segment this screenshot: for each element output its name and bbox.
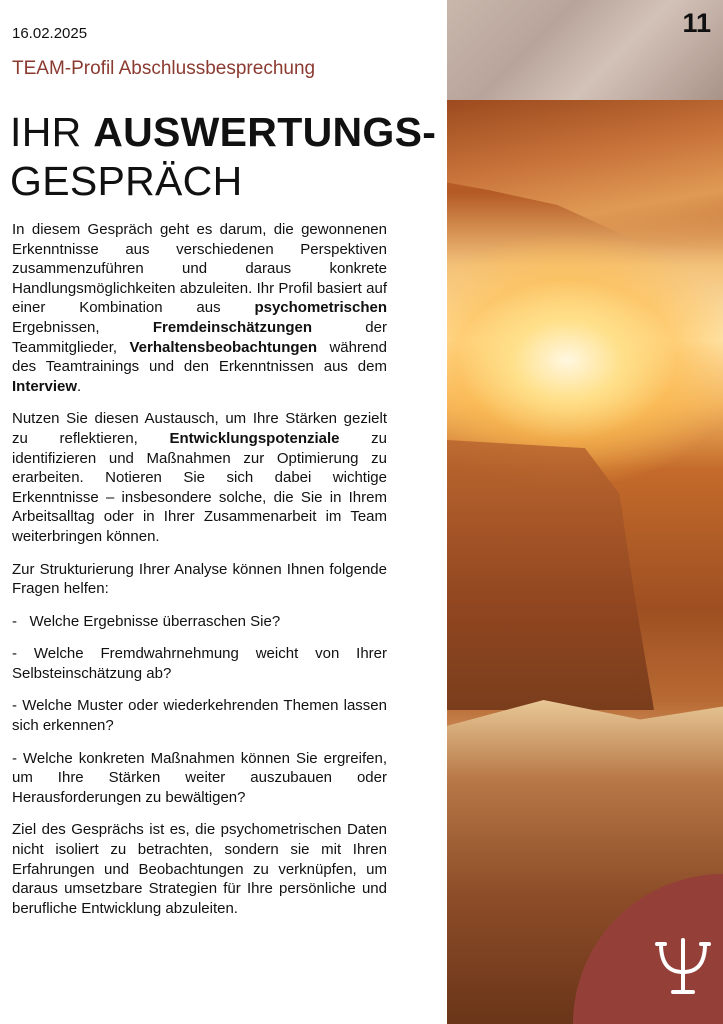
page-number: 11	[682, 8, 711, 38]
paragraph-reflection	[12, 409, 387, 546]
text-run: während des Teamtrainings und den Erkenntnissen aus dem	[12, 338, 387, 376]
text-run: Nutzen Sie diesen Austausch, um Ihre Stärken gezielt zu reflektieren,	[12, 410, 387, 447]
question-item: - Welche konkreten Maßnahmen können Sie ergreifen, um Ihre Stärken weiter auszubauen oder Herausforderungen zu bewältigen?	[12, 749, 387, 806]
text-run: Ergebnissen,	[12, 318, 153, 336]
bold-term: Interview	[12, 377, 78, 395]
page-title	[10, 108, 436, 206]
question-item: - Welche Ergebnisse überraschen Sie?	[12, 612, 281, 630]
body-text	[12, 220, 387, 931]
text-run: In diesem Gespräch geht es darum, die gewonnenen Erkenntnisse aus verschiedenen Perspektiven zusammenzuführen und daraus konkrete Handlungsmöglichkeiten abzuleiten. Ihr Profil basiert auf einer Kombination aus	[12, 221, 387, 317]
bold-term: Verhaltensbeobachtungen	[129, 338, 318, 356]
title-part-second-line: GESPRÄCH	[10, 158, 243, 204]
title-part-bold: AUSWERTUNGS-	[93, 109, 437, 155]
bold-term: psychometrischen	[254, 299, 387, 317]
question-item: - Welche Muster oder wiederkehrenden Themen lassen sich erkennen?	[12, 697, 387, 735]
bold-term: Fremdeinschätzungen	[152, 318, 313, 336]
text-run: zu identifizieren und Maßnahmen zur Optimierung zu erarbeiten. Notieren Sie sich dabei wichtige Erkenntnisse – insbesondere solche, die Sie in Ihrem Arbeitsalltag oder in Ihrer Zusammenarbeit im Team weiterbringen können.	[12, 429, 387, 545]
document-date: 16.02.2025	[12, 25, 88, 42]
paragraph-intro	[12, 220, 387, 396]
paragraph-questions-intro: Zur Strukturierung Ihrer Analyse können Ihnen folgende Fragen helfen:	[12, 560, 387, 598]
document-subtitle: TEAM-Profil Abschlussbesprechung	[12, 58, 316, 79]
text-run: der Teammitglieder,	[12, 318, 387, 356]
bold-term: Entwicklungspotenziale	[169, 429, 340, 447]
psi-logo-icon	[651, 934, 715, 998]
paragraph-conclusion: Ziel des Gesprächs ist es, die psychometrischen Daten nicht isoliert zu betrachten, sondern sie mit Ihren Erfahrungen und Beobachtungen zu verknüpfen, um daraus umsetzbare Strategien für Ihre persönliche und berufliche Entwicklung abzuleiten.	[12, 821, 387, 917]
title-part-regular: IHR	[10, 109, 94, 155]
question-item: - Welche Fremdwahrnehmung weicht von Ihrer Selbsteinschätzung ab?	[12, 645, 387, 682]
canyon-photo-column	[447, 0, 723, 1024]
text-run: .	[77, 377, 82, 395]
